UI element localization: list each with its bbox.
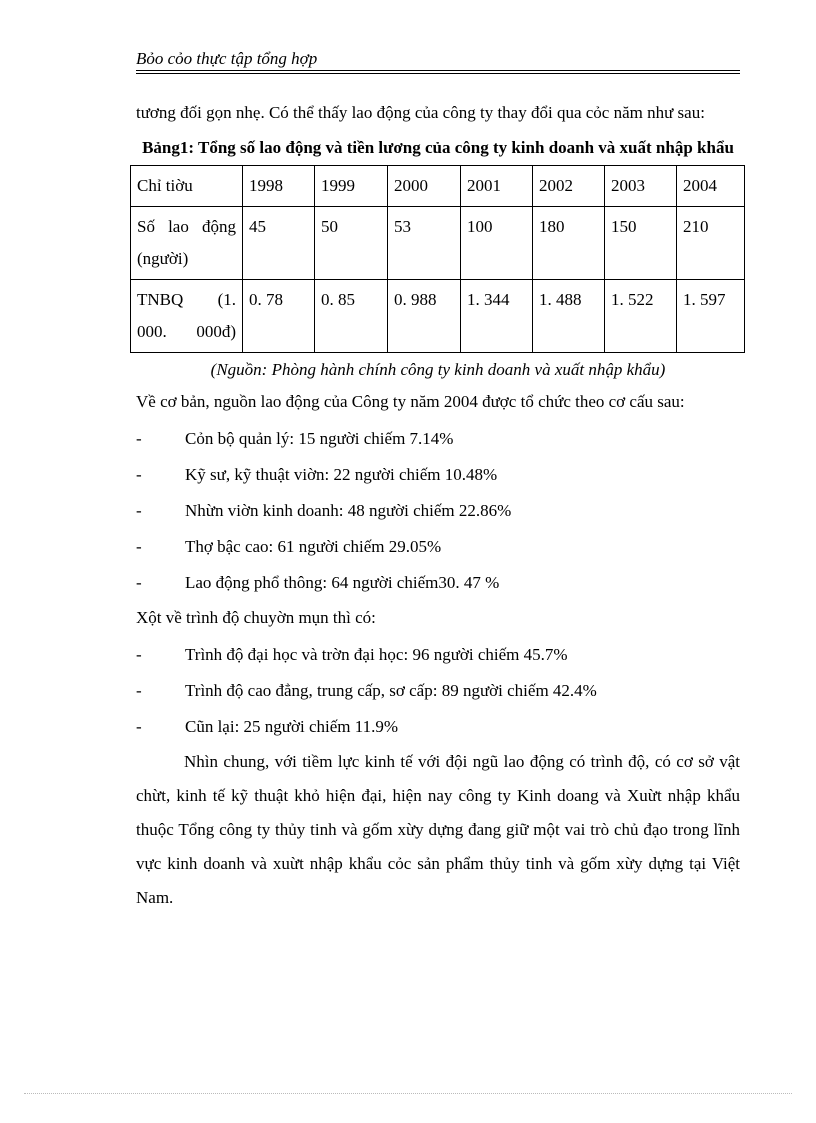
- bullet-dash: -: [136, 717, 142, 736]
- education-list: [136, 637, 740, 745]
- table-header-row: [131, 166, 745, 207]
- list-item-text: Lao động phổ thông: 64 người chiếm30. 47 %: [185, 573, 500, 592]
- list-item-text: Cỏn bộ quản lý: 15 người chiếm 7.14%: [185, 429, 454, 448]
- table-cell-text: TNBQ (1. 000. 000đ): [137, 290, 236, 341]
- header-rule-double: [136, 73, 740, 74]
- table-header-cell: Chỉ tiờu: [131, 166, 243, 207]
- education-intro: Xột về trình độ chuyờn mụn thì có:: [136, 608, 376, 627]
- page-bottom-rule: [24, 1093, 792, 1094]
- bullet-dash: -: [136, 681, 142, 700]
- labor-salary-table: [130, 165, 745, 353]
- table-cell: 150: [605, 207, 677, 280]
- structure-list: [136, 421, 740, 601]
- table-cell: 53: [388, 207, 461, 280]
- table-row: [131, 280, 745, 353]
- list-item-text: Trình độ đại học và trờn đại học: 96 người chiếm 45.7%: [185, 645, 568, 664]
- table-row-label: [131, 207, 243, 280]
- table-cell: 0. 85: [315, 280, 388, 353]
- intro-paragraph: tương đối gọn nhẹ. Có thể thấy lao động của công ty thay đổi qua cỏc năm như sau:: [136, 103, 705, 122]
- header-rule: [136, 70, 740, 71]
- table-cell: 1. 522: [605, 280, 677, 353]
- table-cell: 1. 488: [533, 280, 605, 353]
- page-header-title: Bỏo cỏo thực tập tổng hợp: [136, 49, 318, 68]
- table-cell: 0. 988: [388, 280, 461, 353]
- table-header-cell: 2002: [533, 166, 605, 207]
- list-item: [136, 637, 740, 673]
- document-body: [136, 96, 740, 915]
- list-item-text: Nhừn viờn kinh doanh: 48 người chiếm 22.86%: [185, 501, 512, 520]
- table-header-cell: 1998: [243, 166, 315, 207]
- table-row-label: [131, 280, 243, 353]
- list-item-text: Kỹ sư, kỹ thuật viờn: 22 người chiếm 10.48%: [185, 465, 498, 484]
- list-item: [136, 673, 740, 709]
- bullet-dash: -: [136, 537, 142, 556]
- conclusion-paragraph: Nhìn chung, với tiềm lực kinh tế với đội ngũ lao động có trình độ, có cơ sở vật chừt, kinh tế kỹ thuật khỏ hiện đại, hiện nay công ty Kinh doang và Xuừt nhập khẩu thuộc Tổng công ty thủy tinh và gốm xừy dựng đang giữ một vai trò chủ đạo trong lĩnh vực kinh doanh và xuừt nhập khẩu cỏc sản phẩm thủy tinh và gốm xừy dựng tại Việt Nam.: [136, 752, 740, 907]
- list-item-text: Trình độ cao đẳng, trung cấp, sơ cấp: 89 người chiếm 42.4%: [185, 681, 597, 700]
- bullet-dash: -: [136, 645, 142, 664]
- table-cell: 100: [461, 207, 533, 280]
- list-item: [136, 421, 740, 457]
- table-cell-text: Số lao động (người): [137, 217, 236, 268]
- list-item: [136, 709, 740, 745]
- table-cell: 1. 344: [461, 280, 533, 353]
- table-cell: 0. 78: [243, 280, 315, 353]
- list-item: [136, 457, 740, 493]
- list-item: [136, 493, 740, 529]
- table-header-cell: 2001: [461, 166, 533, 207]
- bullet-dash: -: [136, 429, 142, 448]
- table-cell: 1. 597: [677, 280, 745, 353]
- structure-intro: Về cơ bản, nguồn lao động của Công ty năm 2004 được tổ chức theo cơ cấu sau:: [136, 392, 685, 411]
- bullet-dash: -: [136, 501, 142, 520]
- table-row: [131, 207, 745, 280]
- list-item: [136, 529, 740, 565]
- table-header-cell: 1999: [315, 166, 388, 207]
- bullet-dash: -: [136, 573, 142, 592]
- table-cell: 210: [677, 207, 745, 280]
- list-item-text: Cũn lại: 25 người chiếm 11.9%: [185, 717, 399, 736]
- table-header-cell: 2004: [677, 166, 745, 207]
- table-source-note: (Nguồn: Phòng hành chính công ty kinh doanh và xuất nhập khẩu): [210, 360, 666, 379]
- bullet-dash: -: [136, 465, 142, 484]
- list-item-text: Thợ bậc cao: 61 người chiếm 29.05%: [185, 537, 442, 556]
- table-cell: 50: [315, 207, 388, 280]
- table-cell: 180: [533, 207, 605, 280]
- table-header-cell: 2000: [388, 166, 461, 207]
- list-item: [136, 565, 740, 601]
- table-header-cell: 2003: [605, 166, 677, 207]
- table-cell: 45: [243, 207, 315, 280]
- table-caption: Bảng1: Tổng số lao động và tiền lương của công ty kinh doanh và xuất nhập khẩu: [142, 138, 734, 157]
